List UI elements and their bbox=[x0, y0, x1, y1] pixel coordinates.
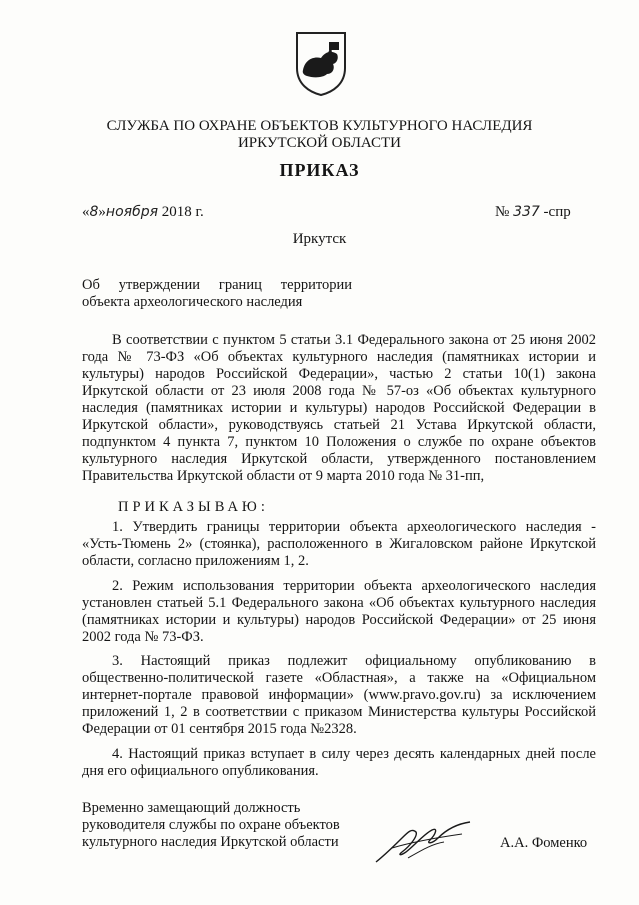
agency-name-line2: ИРКУТСКОЙ ОБЛАСТИ bbox=[237, 135, 402, 151]
city: Иркутск bbox=[292, 231, 347, 247]
item-text: 3. Настоящий приказ подлежит официальному опубликованию в общественно-политической газете «Областная», а также на «Официальном интернет-портале правовой информации» (www.pravo.gov.ru) за исключением приложений 1, 2 в соответствии с приказом Министерства культуры Российской Федерации от 01 сентября 2015 года №2328. bbox=[82, 653, 596, 737]
item-text: 1. Утвердить границы территории объекта археологического наследия - «Усть-Тюмень 2» (стоянка), расположенного в Жигаловском районе Иркутской области, согласно приложениям 1, 2. bbox=[82, 519, 596, 569]
coat-of-arms-emblem bbox=[295, 30, 347, 96]
order-word: ПРИКАЗЫВАЮ: bbox=[118, 499, 269, 515]
preamble-paragraph bbox=[82, 332, 596, 485]
date-month: ноября bbox=[105, 204, 159, 220]
item-text: 2. Режим использования территории объекта археологического наследия установлен статьей 5.1 Федерального закона «Об объектах культурного наследия (памятниках истории и культуры) народов Российской Федерации» от 25 июня 2002 года № 73-ФЗ. bbox=[82, 578, 596, 645]
order-subject bbox=[82, 277, 352, 311]
preamble-text: В соответствии с пунктом 5 статьи 3.1 Федерального закона от 25 июня 2002 года № 73-ФЗ «Об объектах культурного наследия (памятниках истории и культуры) народов Российской Федерации», частью 2 статьи 10(1) закона Иркутской области от 23 июля 2008 года № 57-оз «Об объектах культурного наследия (памятниках истории и культуры) народов Российской Федерации в Иркутской области», руководствуясь статьей 21 Устава Иркутской области, подпунктом 4 пункта 7, пунктом 10 Положения о службе по охране объектов культурного наследия Иркутской области, утвержденного постановлением Правительства Иркутской области от 9 марта 2010 года № 31-пп, bbox=[82, 332, 596, 484]
order-date: «8»ноября 2018 г. bbox=[82, 204, 204, 220]
handwritten-signature bbox=[372, 818, 477, 866]
date-day: 8 bbox=[89, 204, 99, 220]
date-year: 2018 г. bbox=[158, 204, 204, 220]
signatory-position bbox=[82, 800, 382, 851]
order-item-4 bbox=[82, 746, 596, 780]
subject-line1: Об утверждении границ территории bbox=[82, 277, 352, 293]
signatory-line3: культурного наследия Иркутской области bbox=[82, 834, 339, 850]
order-item-2 bbox=[82, 578, 596, 646]
item-text: 4. Настоящий приказ вступает в силу через десять календарных дней после дня его официального опубликования. bbox=[82, 746, 596, 779]
agency-name-line1: СЛУЖБА ПО ОХРАНЕ ОБЪЕКТОВ КУЛЬТУРНОГО НАСЛЕДИЯ bbox=[106, 118, 533, 134]
order-number bbox=[495, 204, 571, 221]
document-title: ПРИКАЗ bbox=[279, 160, 360, 180]
signatory-name: А.А. Фоменко bbox=[500, 835, 588, 851]
signatory-line1: Временно замещающий должность bbox=[82, 800, 301, 816]
order-item-3 bbox=[82, 653, 596, 738]
number-prefix: № bbox=[495, 204, 514, 220]
order-item-1 bbox=[82, 519, 596, 570]
subject-line2: объекта археологического наследия bbox=[82, 294, 303, 310]
number-value: 337 bbox=[513, 204, 540, 220]
signatory-line2: руководителя службы по охране объектов bbox=[82, 817, 340, 833]
number-suffix: -спр bbox=[539, 204, 571, 220]
date-open-quote: « bbox=[82, 204, 90, 220]
